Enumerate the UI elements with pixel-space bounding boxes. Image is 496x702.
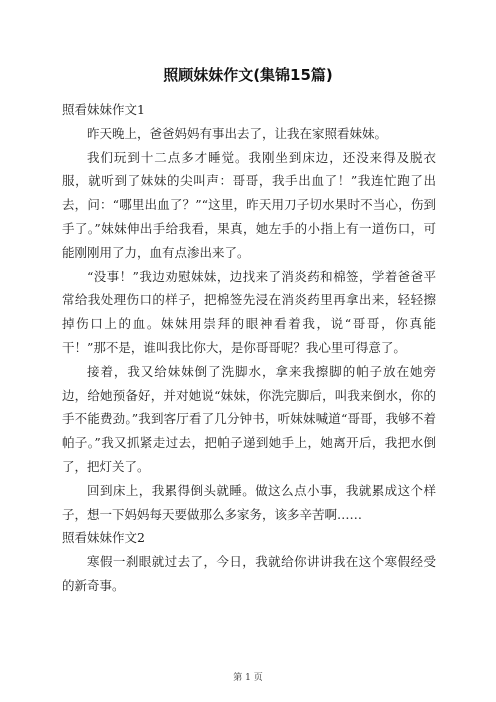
paragraph: 寒假一刹眼就过去了，今日，我就给你讲讲我在这个寒假经受的新奇事。 — [62, 554, 436, 593]
paragraph: 昨天晚上，爸爸妈妈有事出去了，让我在家照看妹妹。 — [87, 125, 388, 141]
section-heading: 照看妹妹作文2 — [62, 530, 145, 546]
paragraph: 我们玩到十二点多才睡觉。我刚坐到床边，还没来得及脱衣服，就听到了妹妹的尖叫声：哥哥，我手出血了！”我连忙跑了出去，问：“哪里出血了？”“这里，昨天用刀子切水果时不当心，伤到手了。”妹妹伸出手给我看，果真，她左手的小指上有一道伤口，可能刚刚用了力，血有点渗出来了。 — [62, 149, 436, 260]
page-number: 第 1 页 — [233, 673, 263, 683]
document-body — [62, 98, 436, 598]
section-heading: 照看妹妹作文1 — [62, 102, 145, 117]
document-title: 照顾妹妹作文(集锦15篇) — [163, 66, 333, 84]
paragraph: 回到床上，我累得倒头就睡。做这么点小事，我就累成这个样子，想一下妈妈每天要做那么多家务，该多辛苦啊…… — [62, 482, 436, 522]
paragraph: “没事！”我边劝慰妹妹，边找来了消炎药和棉签，学着爸爸平常给我处理伤口的样子，把棉签先浸在消炎药里再拿出来，轻轻擦掉伤口上的血。妹妹用崇拜的眼神看着我，说“哥哥，你真能干！”那不是，谁叫我比你大，是你哥哥呢？我心里可得意了。 — [62, 268, 436, 355]
paragraph: 接着，我又给妹妹倒了洗脚水，拿来我擦脚的帕子放在她旁边，给她预备好，并对她说“妹妹，你洗完脚后，叫我来倒水，你的手不能费劲。”我到客厅看了几分钟书，听妹妹喊道“哥哥，我够不着帕子。”我又抓紧走过去，把帕子递到她手上，她离开后，我把水倒了，把灯关了。 — [62, 363, 436, 474]
